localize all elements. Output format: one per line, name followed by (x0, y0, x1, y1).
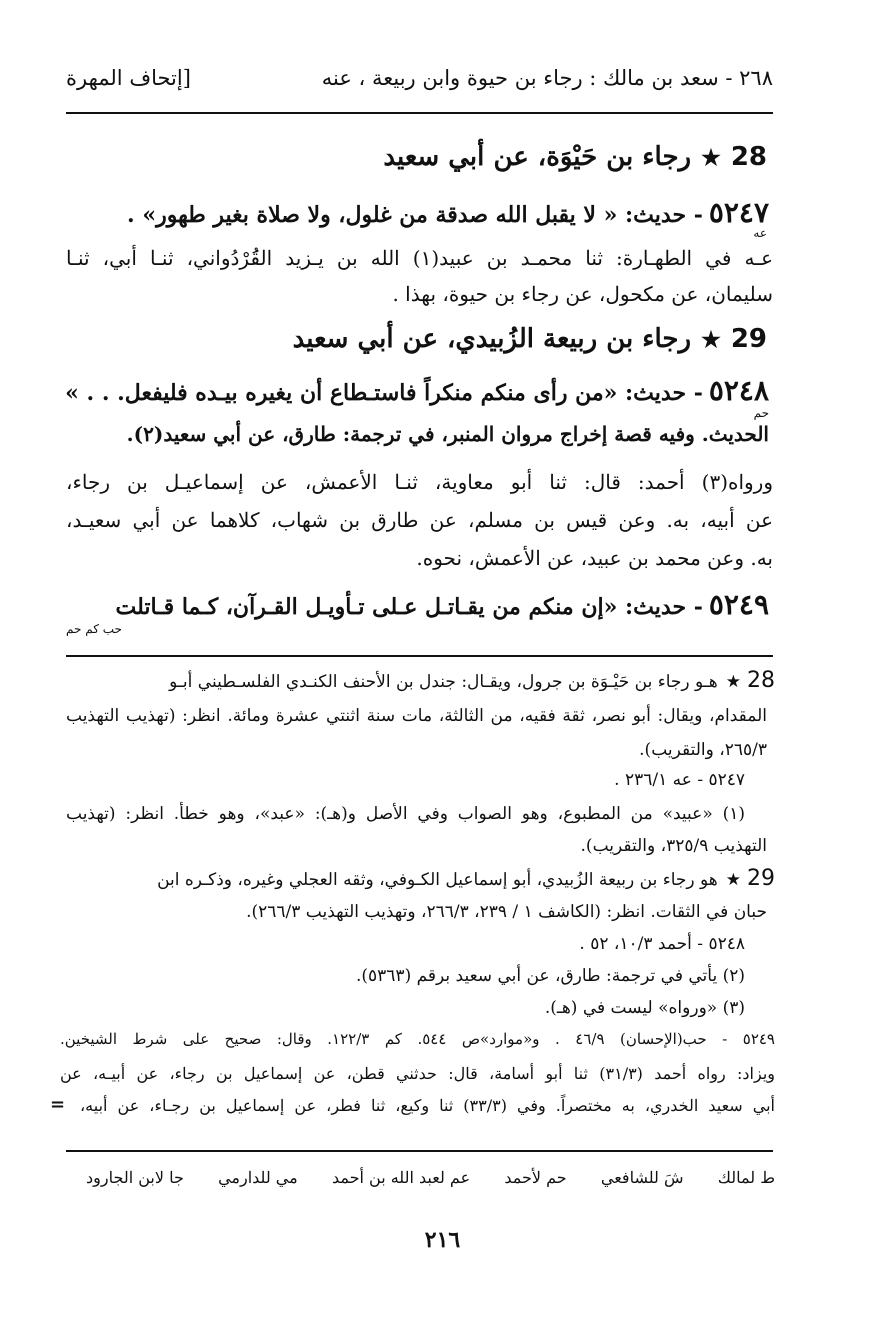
hadith-5249-heading (66, 588, 769, 621)
footnote-line: هـو رجاء بن حَيْـوَة بن جرول، ويقـال: جندل بن الأحنف الكنـدي الفلسـطيني أبـو (169, 672, 718, 692)
star-icon: ★ (701, 145, 721, 171)
footnote-29-line-2: حبان في الثقات. انظر: (الكاشف ١ / ٢٣٩، ٢٦٦/٣، وتهذيب التهذيب ٢٦٦/٣). (246, 902, 767, 922)
hadith-5249-sigla: حب كم حم (66, 622, 122, 636)
footnote-3: (٣) «ورواه» ليست في (هـ). (544, 998, 745, 1018)
footnote-28 (169, 668, 775, 693)
hadith-text: - حديث: «إن منكم من يقـاتـل عـلى تـأويـل القـرآن، كـما قـاتلت (115, 594, 703, 620)
footnote-ref-5249: ٥٢٤٩ - حب(الإحسان) ٤٦/٩ . و«موارد»ص ٥٤٤. كم ١٢٢/٣. وقال: صحيح على شرط الشيخين. (60, 1030, 775, 1048)
hadith-5248-line-3: ورواه(٣) أحمد: قال: ثنا أبو معاوية، ثنـا الأعمش، عن إسماعيـل بن رجاء، (66, 470, 773, 494)
siglum-shafii: شَ للشافعي (600, 1168, 684, 1187)
footnote-1-line-1: (١) «عبيد» من المطبوع، وهو الصواب وفي الأصل و(هـ): «عبد»، وهو خطأ. انظر: (تهذيب (66, 804, 745, 824)
continuation-mark: = (50, 1094, 66, 1115)
section-number: 28 (730, 142, 767, 172)
footnote-addendum-line-1: ويزاد: رواه أحمد (٣١/٣) ثنا أبو أسامة، قال: حدثني قطن، عن إسماعيل بن رجاء، عن أبيـه، عن (60, 1064, 776, 1083)
hadith-5247-heading (127, 196, 769, 229)
footnote-29 (66, 866, 775, 891)
footnote-line: هو رجاء بن ربيعة الزُبيدي، أبو إسماعيل الكـوفي، وثقه العجلي وغيره، وذكـره ابن (157, 870, 718, 890)
hadith-5248-line-4: عن أبيه، به. وعن قيس بن مسلم، عن طارق بن شهاب، كلاهما عن أبي سعيـد، (66, 508, 774, 532)
hadith-5247-line-1: عـه في الطهـارة: ثنا محمـد بن عبيد(١) الله بن يـزيد القَُرْدُواني، ثنـا أبي، ثنـا (66, 246, 774, 270)
hadith-number: ٥٢٤٩ (708, 588, 769, 621)
footnote-ref-5247: ٥٢٤٧ - عه ٢٣٦/١ . (614, 770, 745, 790)
page-number: ٢١٦ (424, 1227, 461, 1253)
footnote-rule (66, 655, 773, 657)
footnote-2: (٢) يأتي في ترجمة: طارق، عن أبي سعيد برقم (٥٣٦٣). (355, 966, 745, 986)
section-heading-28 (383, 142, 767, 172)
hadith-5248-siglum: حم (753, 406, 769, 420)
section-title: رجاء بن ربيعة الزُبيدي، عن أبي سعيد (292, 324, 692, 354)
footnote-number: 29 (747, 866, 775, 891)
hadith-number: ٥٢٤٨ (708, 374, 769, 407)
header-rule (66, 112, 773, 114)
hadith-5248-line-5: به. وعن محمد بن عبيد، عن الأعمش، نحوه. (416, 546, 773, 570)
star-icon: ★ (701, 327, 721, 353)
section-number: 29 (730, 324, 767, 354)
siglum-malik: ط لمالك (717, 1168, 775, 1187)
hadith-5247-siglum: عه (753, 226, 767, 240)
siglum-abdullah: عم لعبد الله بن أحمد (331, 1168, 471, 1187)
footnote-number: 28 (747, 668, 775, 693)
footnote-1-line-2: التهذيب ٣٢٥/٩، والتقريب). (580, 836, 767, 856)
running-header-right: ٢٦٨ - سعد بن مالك : رجاء بن حيوة وابن ربيعة ، عنه (321, 66, 773, 90)
hadith-text: - حديث: « لا يقبل الله صدقة من غلول، ولا صلاة بغير طهور» . (127, 202, 703, 228)
hadith-5248-line-2: الحديث. وفيه قصة إخراج مروان المنبر، في ترجمة: طارق، عن أبي سعيد(٢). (126, 422, 769, 446)
footnote-28-line-2: المقدام، ويقال: أبو نصر، ثقة فقيه، من الثالثة، مات سنة اثنتي عشرة ومائة. انظر: (تهذيب التهذيب (66, 706, 767, 726)
footnote-ref-5248: ٥٢٤٨ - أحمد ١٠/٣، ٥٢ . (579, 934, 745, 954)
section-heading-29 (293, 324, 767, 354)
section-title: رجاء بن حَيْوَة، عن أبي سعيد (383, 142, 692, 172)
star-icon: ★ (725, 672, 741, 692)
sigla-key (86, 1168, 775, 1187)
running-header-left: [إتحاف المهرة (66, 66, 191, 90)
footnote-28-line-3: ٢٦٥/٣، والتقريب). (639, 740, 767, 760)
siglum-ibn-jarud: جا لابن الجارود (86, 1168, 184, 1187)
hadith-number: ٥٢٤٧ (708, 196, 769, 229)
sigla-rule (66, 1150, 773, 1152)
hadith-5247-line-2: سليمان، عن مكحول، عن رجاء بن حيوة، بهذا . (392, 282, 773, 306)
siglum-ahmad: حم لأحمد (504, 1168, 567, 1187)
footnote-addendum-line-2: أبي سعيد الخدري، به مختصراً. وفي (٣٣/٣) ثنا وكيع، ثنا فطر، عن إسماعيل بن رجـاء، عن أبيه، (80, 1096, 775, 1115)
star-icon: ★ (725, 870, 741, 890)
hadith-text: - حديث: «من رأى منكم منكراً فاستـطاع أن يغيره بيـده فليفعل. . . » (65, 380, 703, 406)
siglum-darimi: مي للدارمي (218, 1168, 298, 1187)
hadith-5248-heading (65, 374, 769, 407)
